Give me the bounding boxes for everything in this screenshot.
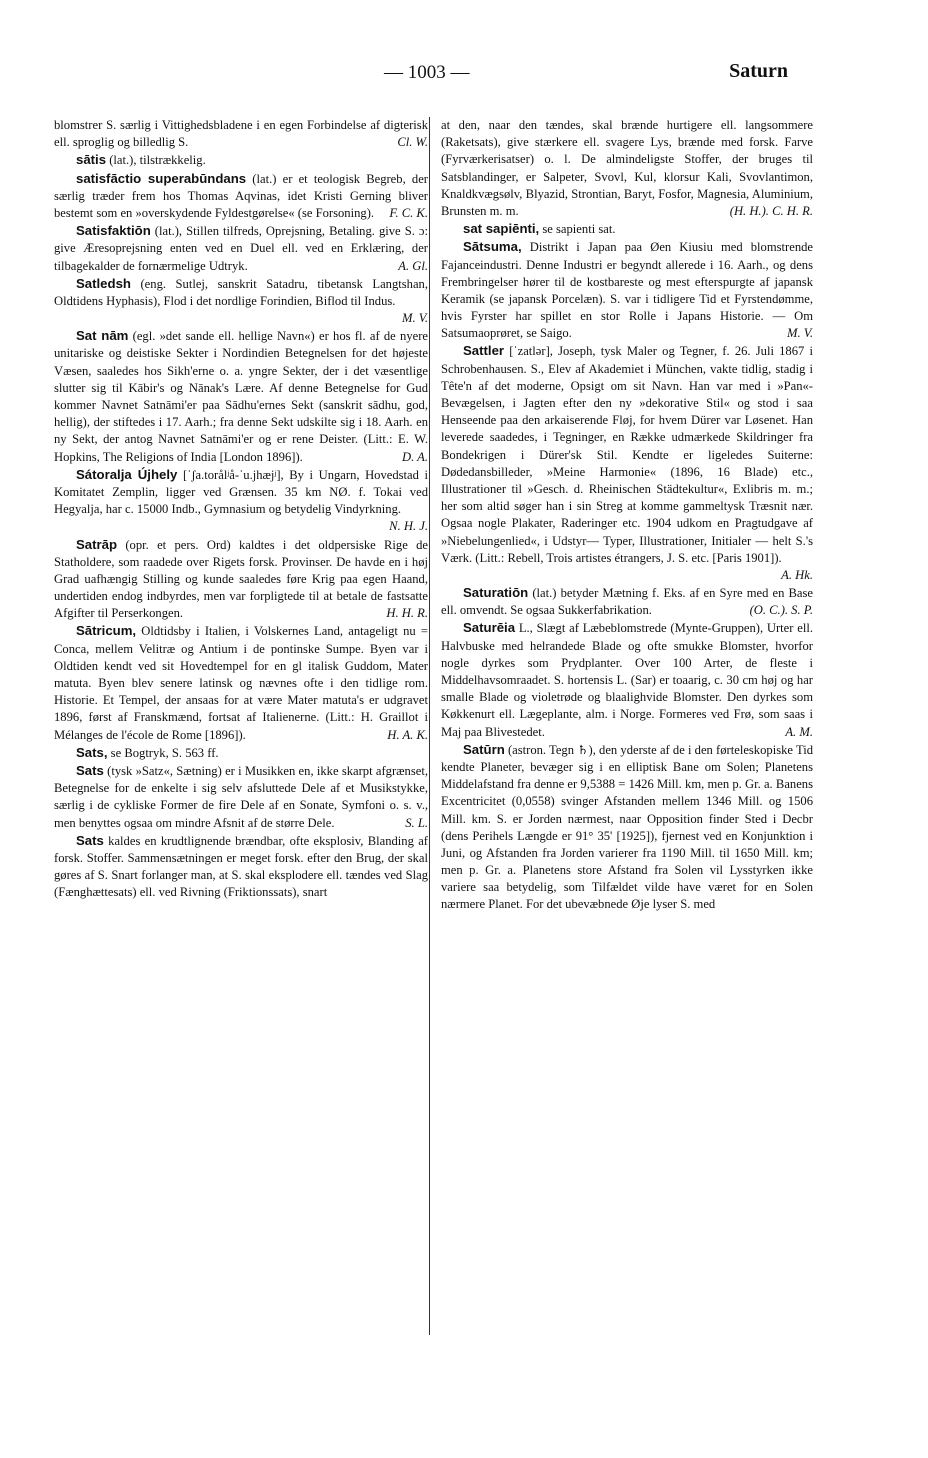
entry-headword: Sats, xyxy=(76,744,108,760)
dictionary-entry xyxy=(54,744,428,762)
entry-headword: Saturatiōn xyxy=(463,585,529,601)
dictionary-entry xyxy=(54,117,428,151)
dictionary-entry xyxy=(54,151,428,169)
entry-signature: D. A. xyxy=(401,449,428,464)
entry-headword: satisfāctio superabūndans xyxy=(76,170,247,186)
right-column xyxy=(441,117,813,914)
entry-signature: Cl. W. xyxy=(397,135,428,150)
entry-signature: M. V. xyxy=(401,311,428,326)
entry-text: (lat.), tilstrækkelig. xyxy=(106,153,206,168)
entry-text: (egl. »det sande ell. hellige Navn«) er hos fl. af de nyere unitariske og deistiske Sekter i Nordindien Betegnelsen for det højeste Væsen, saaledes hos Sikh'erne o. a. yngre Sekter, der i det væsentlige slutter sig til Kābir's og Nānak's Lære. Af denne Betegnelse for Gud kommer Navnet Satnāmi'er paa Sādhu'ernes Sekt (sanskrit sādhu, god, hellig), der stiftedes i 17. Aarh.; fra denne Sekt udskilte sig i 18. Aarh. en ny Sekt, der antog Navnet Satnāmi'er og er rene Deister. (Litt.: E. W. Hopkins, The Religions of India [London 1896]). xyxy=(54,329,428,464)
entry-headword: Sātricum, xyxy=(76,623,137,639)
dictionary-entry xyxy=(54,466,428,536)
dictionary-entry xyxy=(54,832,428,902)
entry-text: [ˈzatlər], Joseph, tysk Maler og Tegner, f. 26. Juli 1867 i Schrobenhausen. S., Elev af Akademiet i München, vakte tidlig, stadig i Tête'n af det moderne, Opsigt om sit Navn. Han var med i »Pan«-Bevægelsen, i Jagten efter den ny »dekorative Stil« og stod i saa Henseende paa den arkaiserende Fløj, for hvem Dürer var Løsenet. Han leverede saadedes, i Tegninger, en Række udmærkede Skildringer fra Bondekrigen i Dürer'sk Stil. Kendte er ligeledes Suiterne: Dødedansbilleder, »Meine Harmonie« (1896, 16 Blade) etc., Illustrationer til »Gesch. d. Rheinischen Städtekultur«, Exlibris m. m.; her som altid søger han i sin Streg at komme gammeltysk Træsnit nær. Ogsaa nogle Plakater, Raderinger etc. 1904 udkom en Pragtudgave af »Niebelungenlied«, i Udstyr— Typer, Illustrationer, Initialer — helt S.'s Værk. (Litt.: Rebell, Trois artistes étrangers, J. S. etc. [Paris 1901]). xyxy=(441,344,813,565)
entry-text: (eng. Sutlej, sanskrit Satadru, tibetansk Langtshan, Oldtidens Hyphasis), Flod i det nordlige Forindien, Biflod til Indus. xyxy=(54,276,428,308)
entry-text: (tysk »Satz«, Sætning) er i Musikken en, ikke skarpt afgrænset, Betegnelse for de enkelte i sig selv afsluttede Dele af et Musikstykke, særlig i de cykliske Former de fire Dele af en Sonate, Symfoni o. s. v., men benyttes ogsaa om mindre Afsnit af de større Dele. xyxy=(54,763,428,830)
entry-headword: Sats xyxy=(76,762,104,778)
entry-headword: Sátoralja Újhely xyxy=(76,466,178,482)
dictionary-entry xyxy=(441,584,813,619)
entry-headword: Sattler xyxy=(463,343,505,359)
entry-text: se Bogtryk, S. 563 ff. xyxy=(107,745,219,760)
entry-signature: M. V. xyxy=(786,326,813,341)
column-divider xyxy=(429,117,430,1335)
dictionary-entry xyxy=(54,222,428,275)
left-column xyxy=(54,117,428,901)
entry-signature: (H. H.). C. H. R. xyxy=(729,203,813,218)
dictionary-entry xyxy=(54,275,428,328)
entry-text: at den, naar den tændes, skal brænde hurtigere ell. langsommere (Raketsats), give stærkere ell. svagere Lys, brænde med forsk. Farve (Fyrværkerisatser) o. l. De almindeligste Stoffer, der bruges til Satsblandinger, er Salpeter, Svovl, Kul, klorsur Kali, Svovlantimon, Knaldkvægsølv, Blyazid, Strontian, Baryt, Fosfor, Magnesia, Aluminium, Brunsten m. m. xyxy=(441,118,813,218)
entry-text: [ˈʃa.torålʲå-ˈu.jhæjʲ], By i Ungarn, Hovedstad i Komitatet Zemplin, ligger ved Grænsen. 35 km NØ. f. Tokai ved Hegyalja, har c. 15000 Indb., Gymnasium og betydelig Vindyrkning. xyxy=(54,467,428,517)
entry-text: kaldes en krudtlignende brændbar, ofte eksplosiv, Blanding af forsk. Stoffer. Sammensætningen er meget forsk. efter den Brug, der skal gøres af S. Snart forlanger man, at S. skal eksplodere ell. tændes ved Slag (Fænghættesats) ell. ved Rivning (Friktionssats), snart xyxy=(54,833,428,900)
dictionary-entry xyxy=(441,741,813,914)
entry-text: blomstrer S. særlig i Vittighedsbladene i en egen Forbindelse af digterisk ell. sproglig og billedlig S. xyxy=(54,118,428,150)
dictionary-entry xyxy=(54,622,428,743)
entry-headword: Sats xyxy=(76,832,104,848)
entry-text: Oldtidsby i Italien, i Volskernes Land, antageligt nu = Conca, mellem Velitræ og Antium i de pontinske Sumpe. Byen var i Oldtiden kendt ved sit Hovedtempel for en gl italisk Guddom, Mater matuta. Byen blev senere latinsk og nævnes ofte i den tidlige rom. Historie. Et Tempel, der ansaas for at være Mater matuta's er udgravet 1896, først af Franskmænd, fortsat af Italienerne. (Litt.: H. Graillot i Mélanges de l'école de Rome [1896]). xyxy=(54,624,428,742)
entry-signature: S. L. xyxy=(405,815,428,830)
dictionary-entry xyxy=(441,117,813,220)
entry-signature: A. M. xyxy=(785,724,813,739)
entry-headword: Saturēia xyxy=(463,620,516,636)
entry-headword: Satūrn xyxy=(463,741,505,757)
entry-signature: F. C. K. xyxy=(389,205,428,220)
dictionary-entry xyxy=(441,220,813,238)
entry-text: se sapienti sat. xyxy=(539,222,616,237)
entry-signature: (O. C.). S. P. xyxy=(749,603,813,618)
dictionary-entry xyxy=(54,536,428,623)
entry-signature: N. H. J. xyxy=(389,519,428,534)
entry-headword: Sātsuma, xyxy=(463,239,522,255)
entry-headword: Satledsh xyxy=(76,275,131,291)
dictionary-entry xyxy=(441,342,813,584)
page-number: — 1003 — xyxy=(384,62,470,83)
dictionary-entry xyxy=(54,170,428,223)
entry-text: (lat.) betyder Mætning f. Eks. af en Syre med en Base ell. omvendt. Se ogsaa Sukkerfabrikation. xyxy=(441,586,813,618)
entry-headword: Satisfaktiōn xyxy=(76,223,151,239)
entry-headword: sātis xyxy=(76,152,107,168)
entry-headword: sat sapiēnti, xyxy=(463,221,540,237)
entry-signature: A. Hk. xyxy=(781,567,813,582)
dictionary-entry xyxy=(54,762,428,832)
entry-signature: H. H. R. xyxy=(386,606,428,621)
entry-text: (lat.) er et teologisk Begreb, der særlig træder frem hos Thomas Aqvinas, idet Kristi Gerning bliver bestemt som en »overskydende Fyldestgørelse« (se Forsoning). xyxy=(54,171,428,220)
entry-text: (opr. et pers. Ord) kaldtes i det oldpersiske Rige de Statholdere, som raadede over Rigets forsk. Provinser. De havde en i høj Grad uafhængig Stilling og kunde saaledes føre Krig paa egen Haand, undertiden endog indbyrdes, men var forpligtede til at betale de fastsatte Afgifter til Perserkongen. xyxy=(54,537,428,621)
entry-signature: H. A. K. xyxy=(387,727,428,742)
entry-text: (astron. Tegn ♄), den yderste af de i den førteleskopiske Tid kendte Planeter, bevæger sig i en elliptisk Bane om Solen; Planetens Middelafstand fra denne er 9,5388 = 1426 Mill. km, men p. Gr. a. Banens Excentricitet (0,0558) svinger Afstanden mellem 1346 Mill. og 1506 Mill. km. S. er Jorden nærmest, naar Opposition finder Sted i Decbr (dens Perihels Længde er 91° 35' [1925]), fjernest ved en Konjunktion i Juni, og Afstanden fra Jorden varierer fra 1190 Mill. til 1650 Mill. km; men p. Gr. a. Planetens store Afstand fra Solen vil Lysstyrken ikke variere saa betydelig, som Tilfældet vilde have været for en Solen nærmere Planet. For det ubevæbnede Øje lyser S. med xyxy=(441,742,813,912)
dictionary-entry xyxy=(441,619,813,740)
dictionary-entry xyxy=(54,327,428,466)
entry-headword: Satrāp xyxy=(76,536,118,552)
entry-text: (lat.), Stillen tilfreds, Oprejsning, Betaling. give S. ɔ: give Æresoprejsning enten ved en Duel ell. ved en Erklæring, der tilbagekalder de fornærmelige Udtryk. xyxy=(54,224,428,273)
entry-text: L., Slægt af Læbeblomstrede (Mynte-Gruppen), Urter ell. Halvbuske med helrandede Blade og ofte smukke Blomster, hvorfor nogle dyrkes som Prydplanter. Over 100 Arter, de fleste i Middelhavsomraadet. S. hortensis L. (Sar) er toaarig, c. 30 cm høj og har smalle Blade og violetrøde og blaalighvide Blomster. Den dyrkes som Køkkenurt ell. Lægeplante, alm. i Norge. Formeres ved Frø, som saas i Maj paa Blivestedet. xyxy=(441,621,813,739)
page-header xyxy=(0,62,928,92)
dictionary-entry xyxy=(441,238,813,342)
entry-text: Distrikt i Japan paa Øen Kiusiu med blomstrende Fajanceindustri. Denne Industri er begyndt allerede i 16. Aarh., og dens Frembringelser hører til de kostbareste og mest efterspurgte af japansk Keramik (se japansk Porcelæn). S. var i tidligere Tid et Fyrstendømme, hvis Fyrster har spillet en stor Rolle i Japans Historie. — Om Satsumaoprøret, se Saigo. xyxy=(441,240,813,341)
running-head: Saturn xyxy=(729,60,788,82)
entry-signature: A. Gl. xyxy=(398,258,428,273)
entry-headword: Sat nām xyxy=(76,328,129,344)
